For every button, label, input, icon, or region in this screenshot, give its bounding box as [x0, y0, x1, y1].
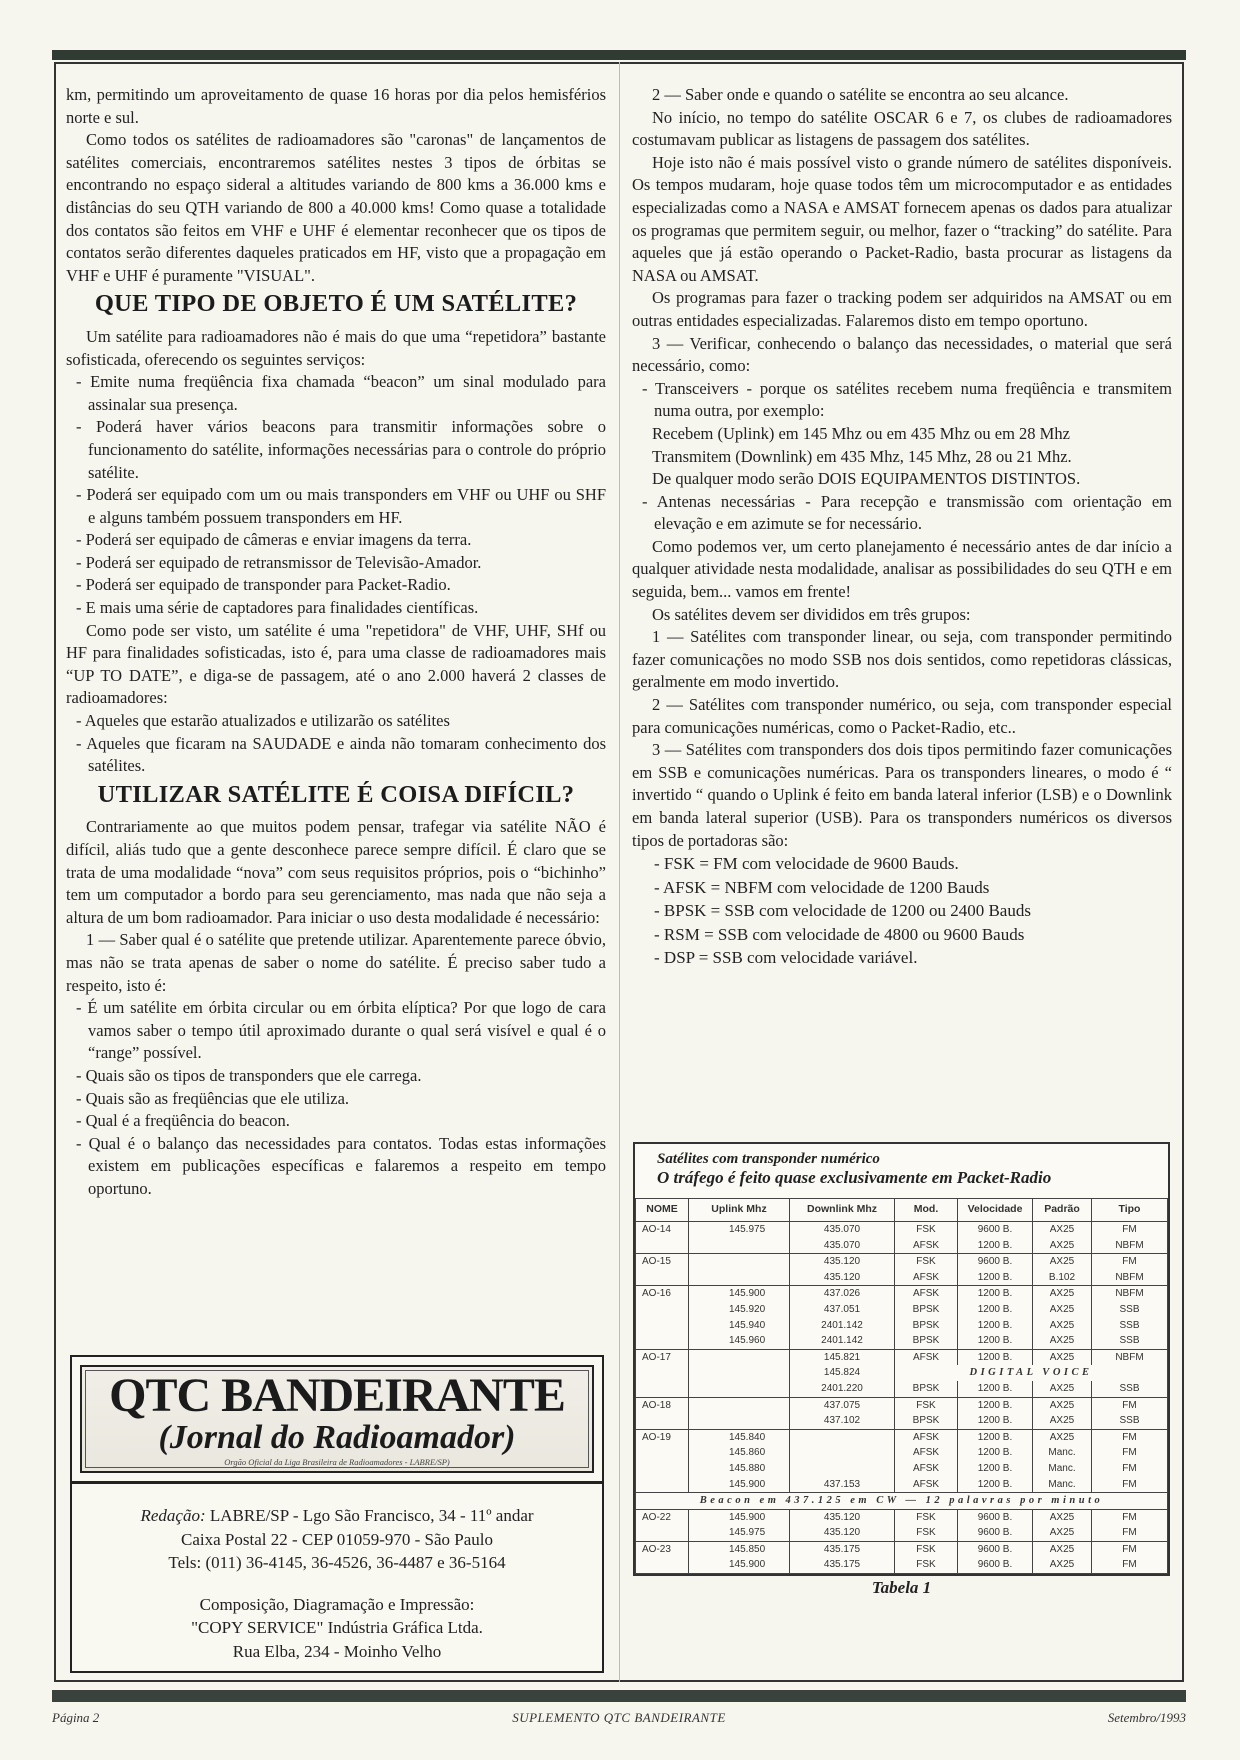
cell-tipo: FM	[1092, 1461, 1168, 1477]
cell-nome	[636, 1302, 689, 1318]
cell-up: 145.900	[689, 1509, 790, 1525]
cell-up: 145.900	[689, 1286, 790, 1302]
paragraph: Como todos os satélites de radioamadores são "caronas" de lançamentos de satélites comerciais, encontraremos satélites nestes 3 tipos de órbitas se encontrando no espaço sideral a altitudes variando de 800 kms a 36.000 kms e distâncias do seu QTH variando de 800 a 40.000 kms! Como quase a totalidade dos contatos são feitos em VHF e UHF é elementar reconhecer que os tipos de contatos serão diferentes daqueles praticados em HF, visto que a propagação em VHF e UHF é puramente "VISUAL".	[66, 130, 606, 285]
cell-tipo: FM	[1092, 1397, 1168, 1413]
table-row	[636, 1461, 1168, 1477]
cell-pad: AX25	[1033, 1541, 1092, 1557]
col-header: Tipo	[1092, 1199, 1168, 1222]
paragraph: 3 — Satélites com transponders dos dois tipos permitindo fazer comunicações em SSB e comunicações numéricas. Para os transponders lineares, o modo é “ invertido “ quando o Uplink é feito em banda lateral inferior (LSB) e o Downlink em banda lateral superior (USB). Para os transponders numéricos os diversos tipos de portadoras são:	[632, 740, 1172, 850]
cell-pad: Manc.	[1033, 1477, 1092, 1493]
table-header-row	[636, 1199, 1168, 1222]
table-row	[636, 1365, 1168, 1381]
list-item: - Qual é a freqüência do beacon.	[76, 1111, 290, 1131]
cell-mod: BPSK	[895, 1302, 958, 1318]
list-item: - Poderá ser equipado de transponder para Packet-Radio.	[76, 575, 451, 595]
cell-tipo: FM	[1092, 1557, 1168, 1573]
cell-nome	[636, 1333, 689, 1349]
cell-nome	[636, 1318, 689, 1334]
cell-mod: FSK	[895, 1541, 958, 1557]
satellite-table-block	[633, 1142, 1170, 1598]
cell-mod: FSK	[895, 1509, 958, 1525]
cell-up	[689, 1381, 790, 1397]
cell-tipo: NBFM	[1092, 1238, 1168, 1254]
cell-vel: 9600 B.	[958, 1557, 1033, 1573]
cell-down: 437.051	[790, 1302, 895, 1318]
paragraph: 2 — Saber onde e quando o satélite se encontra ao seu alcance.	[652, 85, 1069, 104]
cell-tipo: FM	[1092, 1541, 1168, 1557]
cell-up: 145.850	[689, 1541, 790, 1557]
cell-nome	[636, 1238, 689, 1254]
col-header: Downlink Mhz	[790, 1199, 895, 1222]
cell-vel: 1200 B.	[958, 1397, 1033, 1413]
cell-vel: 1200 B.	[958, 1413, 1033, 1429]
table-row	[636, 1413, 1168, 1429]
cell-mod: AFSK	[895, 1429, 958, 1445]
paragraph: Hoje isto não é mais possível visto o grande número de satélites disponíveis. Os tempos mudaram, hoje quase todos têm um microcomputador e as entidades especializadas como a NASA e AMSAT fornecem apenas os dados para atualizar os programas que permitem seguir, ou melhor, fazer o “tracking” do satélite. Para aqueles que já estão operando o Packet-Radio, basta procurar as listagens da NASA ou AMSAT.	[632, 152, 1172, 285]
cell-nome	[636, 1270, 689, 1286]
cell-mod: AFSK	[895, 1238, 958, 1254]
col-header: Uplink Mhz	[689, 1199, 790, 1222]
cell-down	[790, 1461, 895, 1477]
cell-mod: BPSK	[895, 1318, 958, 1334]
cell-down	[790, 1445, 895, 1461]
cell-vel: 1200 B.	[958, 1333, 1033, 1349]
cell-down: 2401.142	[790, 1333, 895, 1349]
cell-pad: AX25	[1033, 1333, 1092, 1349]
section-heading-difficulty: UTILIZAR SATÉLITE É COISA DIFÍCIL?	[97, 780, 575, 808]
table-row	[636, 1477, 1168, 1493]
cell-tipo: SSB	[1092, 1318, 1168, 1334]
postal-box: Caixa Postal 22 - CEP 01059-970 - São Paulo	[181, 1529, 493, 1549]
cell-up: 145.960	[689, 1333, 790, 1349]
mode-item: - FSK = FM com velocidade de 9600 Bauds.	[654, 854, 959, 874]
cell-vel: 1200 B.	[958, 1286, 1033, 1302]
list-item: - Emite numa freqüência fixa chamada “beacon” um sinal modulado para assinalar sua presença.	[76, 372, 606, 414]
cell-mod: AFSK	[895, 1349, 958, 1365]
cell-nome	[636, 1381, 689, 1397]
list-item: - Aqueles que estarão atualizados e utilizarão os satélites	[76, 711, 450, 731]
cell-up: 145.900	[689, 1477, 790, 1493]
cell-tipo: SSB	[1092, 1381, 1168, 1397]
cell-down: 435.070	[790, 1238, 895, 1254]
cell-mod: FSK	[895, 1525, 958, 1541]
printer-name: "COPY SERVICE" Indústria Gráfica Ltda.	[191, 1618, 483, 1637]
cell-tipo: SSB	[1092, 1302, 1168, 1318]
cell-nome	[636, 1557, 689, 1573]
cell-tipo: FM	[1092, 1525, 1168, 1541]
table-row	[636, 1222, 1168, 1238]
cell-down: 435.070	[790, 1222, 895, 1238]
list-item: - Antenas necessárias - Para recepção e transmissão com orientação em elevação e em azimute se for necessário.	[642, 491, 1172, 534]
masthead-subtitle: (Jornal do Radioamador)	[158, 1419, 516, 1456]
cell-down: 435.120	[790, 1525, 895, 1541]
right-column	[632, 84, 1172, 970]
masthead-divider	[72, 1481, 602, 1484]
cell-vel: 1200 B.	[958, 1477, 1033, 1493]
section-heading-satellite-object: QUE TIPO DE OBJETO É UM SATÉLITE?	[94, 290, 578, 318]
cell-tipo: SSB	[1092, 1333, 1168, 1349]
cell-down	[790, 1429, 895, 1445]
paragraph: Os satélites devem ser divididos em três grupos:	[652, 604, 971, 624]
mode-item: - AFSK = NBFM com velocidade de 1200 Bauds	[654, 877, 990, 897]
cell-pad: AX25	[1033, 1222, 1092, 1238]
table-row	[636, 1541, 1168, 1557]
cell-down: 2401.142	[790, 1318, 895, 1334]
table-row	[636, 1525, 1168, 1541]
cell-vel: 1200 B.	[958, 1349, 1033, 1365]
paragraph: Contrariamente ao que muitos podem pensar, trafegar via satélite NÃO é difícil, aliás tudo que a gente desconhece parece sempre difícil. É claro que se trata de uma modalidade “nova” com seus requisitos próprios, pois o “bichinho” tem um computador a bordo para seu gerenciamento, mas nada que não seja a altura de um bom radioamador. Para iniciar o uso desta modalidade é necessário:	[66, 817, 606, 927]
mode-item: - RSM = SSB com velocidade de 4800 ou 9600 Bauds	[654, 924, 1025, 944]
cell-up	[689, 1238, 790, 1254]
cell-tipo: NBFM	[1092, 1270, 1168, 1286]
paragraph: No início, no tempo do satélite OSCAR 6 e 7, os clubes de radioamadores costumavam publicar as listagens de passagem dos satélites.	[632, 107, 1172, 150]
equipment-note: De qualquer modo serão DOIS EQUIPAMENTOS DISTINTOS.	[652, 469, 1081, 489]
paragraph: Os programas para fazer o tracking podem ser adquiridos na AMSAT ou em outras entidades especializadas. Falaremos disto em tempo oportuno.	[632, 288, 1172, 330]
list-item: - Qual é o balanço das necessidades para contatos. Todas estas informações existem em publicações específicas e falaremos a respeito em tempo oportuno.	[76, 1133, 606, 1198]
paragraph: Como podemos ver, um certo planejamento é necessário antes de dar início a qualquer atividade nesta modalidade, analisar as possibilidades do seu QTH e em seguida, bem... vamos em frente!	[632, 536, 1172, 602]
page-number: Página 2	[52, 1710, 100, 1725]
cell-up: 145.920	[689, 1302, 790, 1318]
col-header: Velocidade	[958, 1199, 1033, 1222]
table-caption-line1: Satélites com transponder numérico	[657, 1151, 880, 1167]
satellite-table	[635, 1198, 1168, 1574]
cell-tipo: NBFM	[1092, 1349, 1168, 1365]
cell-vel: 1200 B.	[958, 1429, 1033, 1445]
cell-up	[689, 1413, 790, 1429]
cell-mod: FSK	[895, 1557, 958, 1573]
cell-nome	[636, 1413, 689, 1429]
cell-down: 437.075	[790, 1397, 895, 1413]
redacao-label: Redação:	[140, 1506, 206, 1525]
beacon-note: Beacon em 437.125 em CW — 12 palavras por minuto	[636, 1493, 1168, 1510]
cell-down: 435.120	[790, 1270, 895, 1286]
table-row	[636, 1270, 1168, 1286]
cell-up: 145.900	[689, 1557, 790, 1573]
table-row	[636, 1318, 1168, 1334]
list-item: - Aqueles que ficaram na SAUDADE e ainda não tomaram conhecimento dos satélites.	[76, 733, 606, 776]
cell-pad: AX25	[1033, 1302, 1092, 1318]
cell-mod: FSK	[895, 1397, 958, 1413]
cell-down: 435.120	[790, 1254, 895, 1270]
cell-nome: AO-18	[636, 1397, 689, 1413]
cell-mod: AFSK	[895, 1270, 958, 1286]
paragraph: 3 — Verificar, conhecendo o balanço das necessidades, o material que será necessário, como:	[632, 333, 1172, 376]
cell-nome: AO-14	[636, 1222, 689, 1238]
list-item: - E mais uma série de captadores para finalidades científicas.	[76, 598, 479, 618]
cell-tipo: FM	[1092, 1222, 1168, 1238]
cell-nome: AO-23	[636, 1541, 689, 1557]
cell-pad: AX25	[1033, 1509, 1092, 1525]
cell-down: 145.821	[790, 1349, 895, 1365]
cell-vel: 1200 B.	[958, 1445, 1033, 1461]
cell-vel: 9600 B.	[958, 1509, 1033, 1525]
cell-pad: AX25	[1033, 1286, 1092, 1302]
cell-tipo: NBFM	[1092, 1286, 1168, 1302]
column-divider	[619, 62, 620, 1682]
printing-credit: Composição, Diagramação e Impressão:	[199, 1594, 475, 1614]
cell-up: 145.975	[689, 1525, 790, 1541]
printer-address: Rua Elba, 234 - Moinho Velho	[232, 1641, 442, 1661]
cell-nome	[636, 1445, 689, 1461]
cell-pad: Manc.	[1033, 1445, 1092, 1461]
cell-down: 145.824	[790, 1365, 895, 1381]
list-item: - É um satélite em órbita circular ou em órbita elíptica? Por que logo de cara vamos saber o tempo útil aproximado durante o qual será visível e qual é o “range” possível.	[76, 998, 606, 1063]
table-row	[636, 1397, 1168, 1413]
paragraph: 2 — Satélites com transponder numérico, ou seja, com transponder especial para comunicações numéricas, como o Packet-Radio, etc..	[632, 695, 1172, 737]
cell-down: 437.153	[790, 1477, 895, 1493]
cell-up	[689, 1365, 790, 1381]
cell-pad: Manc.	[1033, 1461, 1092, 1477]
table-row	[636, 1381, 1168, 1397]
cell-pad: AX25	[1033, 1381, 1092, 1397]
cell-up: 145.975	[689, 1222, 790, 1238]
cell-mod: BPSK	[895, 1413, 958, 1429]
list-item: - Quais são as freqüências que ele utiliza.	[76, 1088, 350, 1108]
table-row	[636, 1429, 1168, 1445]
cell-pad: AX25	[1033, 1557, 1092, 1573]
table-row	[636, 1254, 1168, 1270]
cell-tipo: FM	[1092, 1254, 1168, 1270]
cell-up	[689, 1270, 790, 1286]
cell-tipo: FM	[1092, 1477, 1168, 1493]
cell-mod: AFSK	[895, 1445, 958, 1461]
cell-nome	[636, 1525, 689, 1541]
col-header: Mod.	[895, 1199, 958, 1222]
cell-pad: AX25	[1033, 1318, 1092, 1334]
digital-voice-note: DIGITAL VOICE	[895, 1365, 1168, 1381]
table-caption	[635, 1144, 1168, 1198]
cell-down: 2401.220	[790, 1381, 895, 1397]
mode-item: - DSP = SSB com velocidade variável.	[654, 948, 918, 968]
cell-pad: AX25	[1033, 1429, 1092, 1445]
masthead-org: Orgão Oficial da Liga Brasileira de Radioamadores - LABRE/SP)	[224, 1457, 450, 1467]
cell-up: 145.880	[689, 1461, 790, 1477]
table-row	[636, 1445, 1168, 1461]
col-header: NOME	[636, 1199, 689, 1222]
masthead-title: QTC BANDEIRANTE	[109, 1369, 565, 1422]
paragraph: 1 — Saber qual é o satélite que pretende utilizar. Aparentemente parece óbvio, mas não se trata apenas de saber o nome do satélite. É preciso saber tudo a respeito, isto é:	[66, 930, 606, 995]
table-row	[636, 1286, 1168, 1302]
table-title: Tabela 1	[871, 1578, 932, 1598]
cell-vel: 9600 B.	[958, 1222, 1033, 1238]
list-item: - Poderá ser equipado de câmeras e enviar imagens da terra.	[76, 530, 472, 550]
paragraph: Um satélite para radioamadores não é mais do que uma “repetidora” bastante sofisticada, oferecendo os seguintes serviços:	[66, 326, 606, 369]
cell-up	[689, 1397, 790, 1413]
uplink-line: Recebem (Uplink) em 145 Mhz ou em 435 Mhz ou em 28 Mhz	[652, 423, 1070, 443]
cell-nome	[636, 1365, 689, 1381]
col-header: Padrão	[1033, 1199, 1092, 1222]
cell-tipo: SSB	[1092, 1413, 1168, 1429]
cell-mod: AFSK	[895, 1286, 958, 1302]
top-rule	[52, 50, 1186, 60]
cell-vel: 1200 B.	[958, 1270, 1033, 1286]
cell-down: 437.026	[790, 1286, 895, 1302]
paragraph: km, permitindo um aproveitamento de quase 16 horas por dia pelos hemisférios norte e sul.	[66, 85, 606, 127]
table-row	[636, 1557, 1168, 1573]
cell-vel: 9600 B.	[958, 1254, 1033, 1270]
table-row	[636, 1509, 1168, 1525]
cell-mod: FSK	[895, 1254, 958, 1270]
masthead-logo	[80, 1365, 594, 1473]
cell-nome	[636, 1477, 689, 1493]
cell-mod: BPSK	[895, 1333, 958, 1349]
cell-tipo: FM	[1092, 1509, 1168, 1525]
cell-mod: BPSK	[895, 1381, 958, 1397]
cell-pad: AX25	[1033, 1397, 1092, 1413]
cell-vel: 1200 B.	[958, 1238, 1033, 1254]
cell-pad: AX25	[1033, 1413, 1092, 1429]
cell-pad: AX25	[1033, 1254, 1092, 1270]
table-row	[636, 1302, 1168, 1318]
cell-down: 435.175	[790, 1541, 895, 1557]
cell-vel: 9600 B.	[958, 1525, 1033, 1541]
cell-down: 435.120	[790, 1509, 895, 1525]
cell-vel: 1200 B.	[958, 1318, 1033, 1334]
cell-tipo: FM	[1092, 1445, 1168, 1461]
cell-vel: 1200 B.	[958, 1381, 1033, 1397]
list-item: - Poderá haver vários beacons para transmitir informações sobre o funcionamento do satélite, informações necessárias para o controle do próprio satélite.	[76, 417, 606, 482]
bottom-rule	[52, 1690, 1186, 1702]
cell-nome: AO-22	[636, 1509, 689, 1525]
table-row	[636, 1238, 1168, 1254]
cell-down: 437.102	[790, 1413, 895, 1429]
list-item: - Quais são os tipos de transponders que ele carrega.	[76, 1065, 422, 1085]
cell-up	[689, 1254, 790, 1270]
cell-nome	[636, 1461, 689, 1477]
cell-nome: AO-19	[636, 1429, 689, 1445]
masthead-info	[72, 1504, 602, 1663]
paragraph: 1 — Satélites com transponder linear, ou seja, com transponder permitindo fazer comunicações no modo SSB nos dois sentidos, como repetidoras clássicas, geralmente em modo invertido.	[632, 627, 1172, 692]
phone-numbers: Tels: (011) 36-4145, 36-4526, 36-4487 e 36-5164	[168, 1553, 506, 1572]
cell-pad: AX25	[1033, 1238, 1092, 1254]
list-item: - Poderá ser equipado de retransmissor de Televisão-Amador.	[76, 552, 482, 572]
publication-name: SUPLEMENTO QTC BANDEIRANTE	[512, 1710, 726, 1725]
cell-mod: AFSK	[895, 1461, 958, 1477]
cell-nome: AO-17	[636, 1349, 689, 1365]
table-row	[636, 1493, 1168, 1510]
cell-vel: 9600 B.	[958, 1541, 1033, 1557]
table-row	[636, 1333, 1168, 1349]
cell-up: 145.940	[689, 1318, 790, 1334]
paragraph: Como pode ser visto, um satélite é uma "repetidora" de VHF, UHF, SHf ou HF para finalidades sofisticadas, isto é, para uma classe de radioamadores mais “UP TO DATE”, e diga-se de passagem, até o ano 2.000 haverá 2 classes de radioamadores:	[66, 620, 606, 708]
redacao-address: LABRE/SP - Lgo São Francisco, 34 - 11º andar	[209, 1506, 534, 1525]
table-caption-line2: O tráfego é feito quase exclusivamente em Packet-Radio	[657, 1168, 1052, 1187]
cell-up: 145.860	[689, 1445, 790, 1461]
cell-pad: AX25	[1033, 1349, 1092, 1365]
table-row	[636, 1349, 1168, 1365]
cell-vel: 1200 B.	[958, 1461, 1033, 1477]
cell-tipo: FM	[1092, 1429, 1168, 1445]
cell-up	[689, 1349, 790, 1365]
cell-up: 145.840	[689, 1429, 790, 1445]
cell-vel: 1200 B.	[958, 1302, 1033, 1318]
cell-nome: AO-16	[636, 1286, 689, 1302]
issue-date: Setembro/1993	[1107, 1710, 1186, 1725]
left-column	[66, 84, 606, 1201]
downlink-line: Transmitem (Downlink) em 435 Mhz, 145 Mhz, 28 ou 21 Mhz.	[652, 446, 1072, 466]
list-item: - Transceivers - porque os satélites recebem numa freqüência e transmitem numa outra, por exemplo:	[642, 378, 1172, 421]
cell-pad: B.102	[1033, 1270, 1092, 1286]
cell-down: 435.175	[790, 1557, 895, 1573]
cell-mod: AFSK	[895, 1477, 958, 1493]
cell-nome: AO-15	[636, 1254, 689, 1270]
cell-pad: AX25	[1033, 1525, 1092, 1541]
cell-mod: FSK	[895, 1222, 958, 1238]
mode-item: - BPSK = SSB com velocidade de 1200 ou 2400 Bauds	[654, 901, 1031, 921]
masthead-box	[70, 1355, 604, 1673]
list-item: - Poderá ser equipado com um ou mais transponders em VHF ou UHF ou SHF e alguns também possuem transponders em HF.	[76, 485, 606, 527]
